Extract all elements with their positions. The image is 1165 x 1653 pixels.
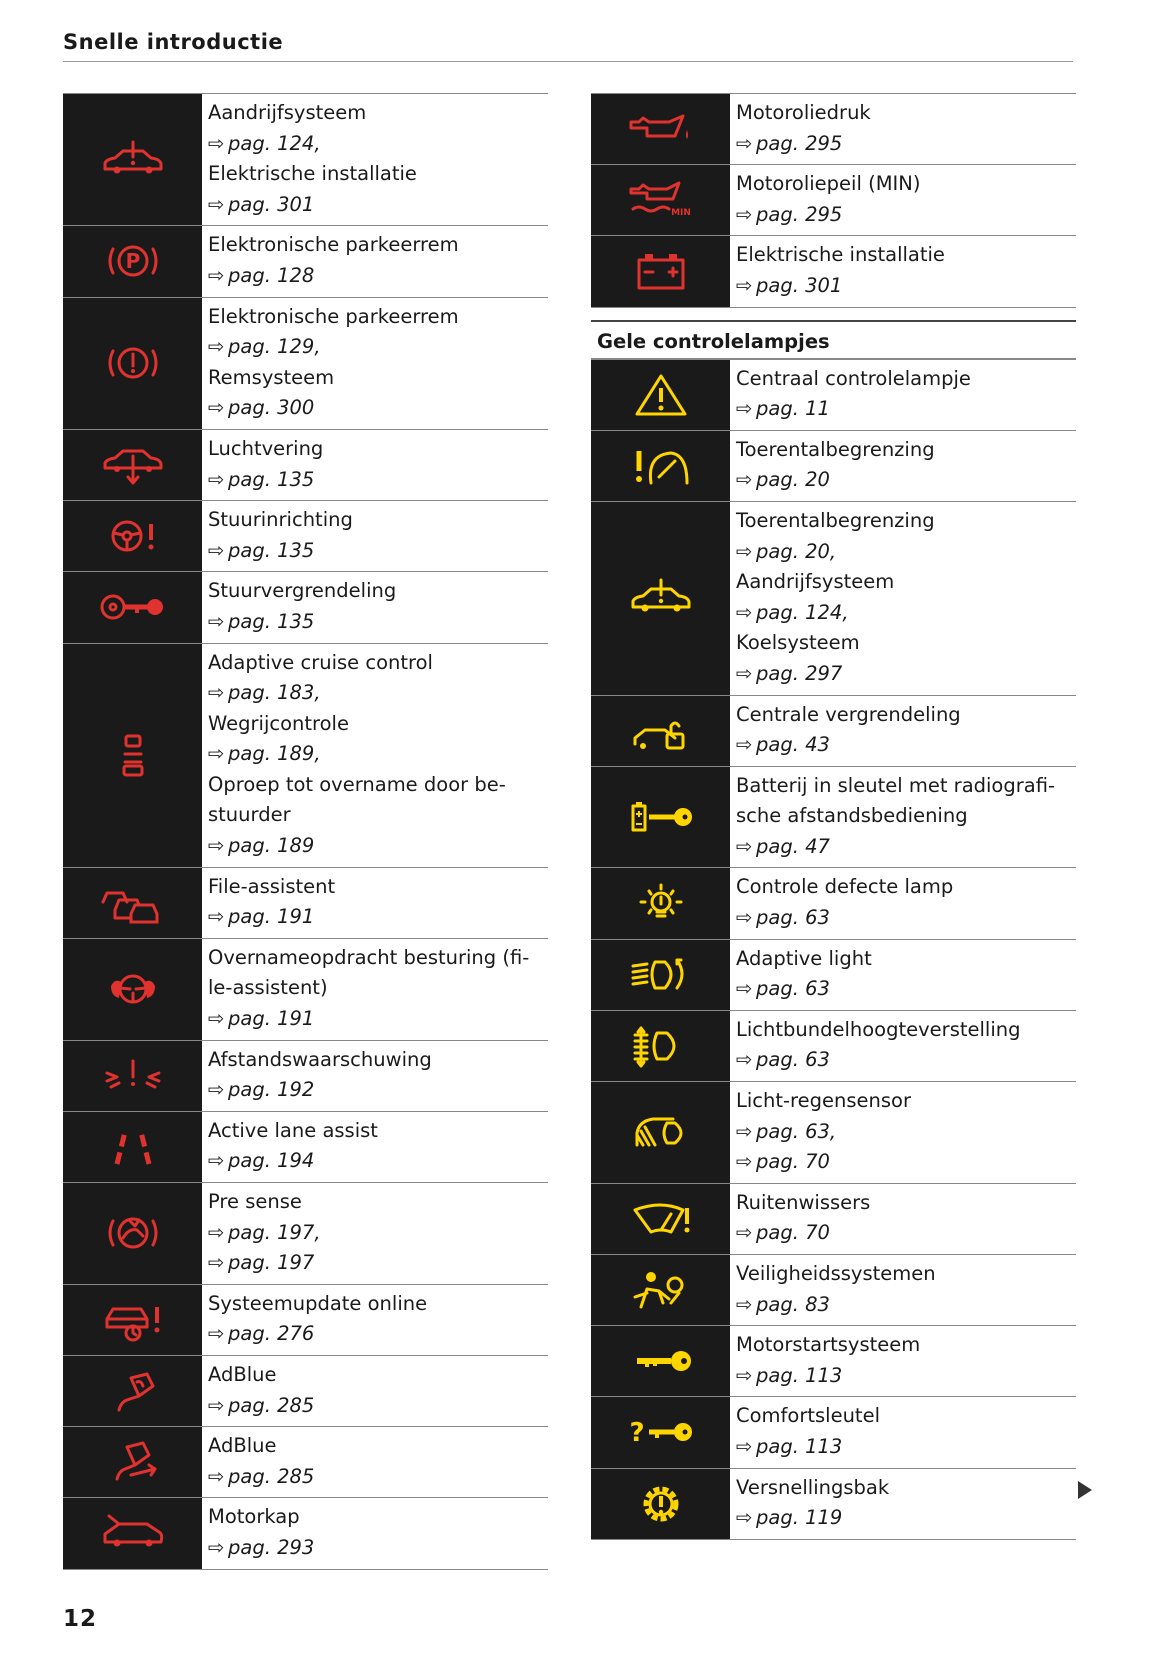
lamp-row: [63, 1041, 548, 1112]
reference-arrow-icon: ⇨: [208, 467, 225, 491]
lamp-row: [63, 1498, 548, 1569]
page-reference[interactable]: pag. 47: [756, 834, 830, 858]
lamp-label: Pre sense: [208, 1190, 302, 1213]
page-reference[interactable]: pag. 70: [756, 1150, 830, 1174]
key-icon: [591, 1326, 730, 1396]
battery-icon: [591, 236, 730, 306]
lamp-row: [63, 226, 548, 297]
warning-triangle-icon: [591, 360, 730, 430]
page-reference[interactable]: pag. 20,: [756, 539, 837, 563]
page-reference[interactable]: pag. 300: [228, 396, 315, 420]
lamp-row: [591, 93, 1076, 165]
reference-arrow-icon: ⇨: [208, 681, 225, 705]
page-reference[interactable]: pag. 11: [756, 397, 830, 421]
page-reference[interactable]: pag. 301: [756, 273, 843, 297]
pre-sense-icon: [63, 1183, 202, 1284]
page-reference[interactable]: pag. 124,: [756, 600, 849, 624]
lamp-row: [63, 93, 548, 226]
lamp-row: [591, 431, 1076, 502]
lamp-row: [591, 1326, 1076, 1397]
car-warning-icon: [63, 94, 202, 225]
lamp-row: [63, 939, 548, 1041]
lamp-label: Active lane assist: [208, 1118, 378, 1142]
lamp-row: [591, 1397, 1076, 1468]
lamp-description: [202, 1285, 548, 1355]
oil-level-min-icon: [591, 165, 730, 235]
page-reference[interactable]: pag. 135: [228, 467, 315, 491]
lamp-description: [730, 236, 1076, 306]
lamp-label: Centrale vergrendeling: [736, 702, 961, 726]
page-reference-link[interactable]: [208, 831, 542, 862]
lamp-row: [63, 501, 548, 572]
lamp-description: [730, 165, 1076, 235]
lamp-label: AdBlue: [208, 1434, 277, 1458]
lamp-row: [591, 767, 1076, 869]
lamp-label: Elektrische installatie: [208, 162, 417, 186]
lamp-description: [730, 1255, 1076, 1325]
reference-arrow-icon: ⇨: [736, 733, 753, 757]
lamp-description: [202, 939, 548, 1040]
adaptive-light-icon: [591, 940, 730, 1010]
brake-exclamation-icon: [63, 298, 202, 429]
reference-arrow-icon: ⇨: [208, 834, 225, 858]
page-reference[interactable]: pag. 197,: [228, 1220, 321, 1244]
lamp-row: [591, 940, 1076, 1011]
central-locking-icon: [591, 696, 730, 766]
yellow-lamps-table: [591, 359, 1076, 1540]
page-reference[interactable]: pag. 285: [228, 1393, 315, 1417]
lamp-row: [591, 1082, 1076, 1184]
reference-arrow-icon: ⇨: [208, 396, 225, 420]
bonnet-icon: [63, 1498, 202, 1568]
page-reference-link[interactable]: [736, 730, 1070, 761]
page-reference-link[interactable]: [208, 607, 542, 638]
lamp-label: Motoroliepeil (MIN): [736, 172, 921, 196]
lamp-description: [730, 1082, 1076, 1183]
page-reference[interactable]: pag. 285: [228, 1464, 315, 1488]
page-reference-link[interactable]: [208, 902, 542, 933]
yellow-lamps-heading: Gele controlelampjes: [591, 322, 1076, 359]
lamp-row: [591, 1255, 1076, 1326]
air-suspension-icon: [63, 430, 202, 500]
reference-arrow-icon: ⇨: [208, 1393, 225, 1417]
reference-arrow-icon: ⇨: [208, 1464, 225, 1488]
page-reference-link[interactable]: [208, 536, 542, 567]
lamp-description: [202, 1427, 548, 1497]
lamp-label: Motorkap: [208, 1505, 300, 1529]
page-reference-link[interactable]: [736, 394, 1070, 425]
lamp-description: [730, 1397, 1076, 1467]
lamp-label: Luchtvering: [208, 436, 324, 460]
left-column: [63, 93, 548, 1570]
lamp-row: [63, 868, 548, 939]
lamp-description: [730, 1011, 1076, 1081]
lamp-label: Aandrijfsysteem: [208, 101, 367, 124]
lamp-row: [63, 644, 548, 868]
lamp-label: Wegrijcontrole: [208, 711, 349, 735]
reference-arrow-icon: ⇨: [208, 1535, 225, 1559]
page-reference[interactable]: pag. 129,: [228, 335, 321, 359]
reference-arrow-icon: ⇨: [736, 1048, 753, 1072]
reference-arrow-icon: ⇨: [208, 1007, 225, 1031]
lamp-label: Elektronische parkeerrem: [208, 233, 459, 257]
reference-arrow-icon: ⇨: [208, 905, 225, 929]
page-reference-link[interactable]: [736, 832, 1070, 863]
reference-arrow-icon: ⇨: [736, 906, 753, 930]
reference-arrow-icon: ⇨: [208, 192, 225, 216]
light-rain-sensor-icon: [591, 1082, 730, 1183]
lamp-description: [730, 767, 1076, 868]
page-reference-link[interactable]: [208, 739, 542, 770]
reference-arrow-icon: ⇨: [208, 609, 225, 633]
lamp-label: Motoroliedruk: [736, 101, 871, 124]
next-page-arrow-icon[interactable]: [1078, 1481, 1092, 1499]
lamp-row: [591, 1469, 1076, 1540]
steering-warning-icon: [63, 501, 202, 571]
reference-arrow-icon: ⇨: [208, 742, 225, 766]
page-reference[interactable]: pag. 83: [756, 1292, 830, 1316]
lane-assist-icon: [63, 1112, 202, 1182]
lamp-label: Centraal controlelampje: [736, 366, 971, 390]
traffic-jam-assist-icon: [63, 868, 202, 938]
oil-pressure-icon: [591, 94, 730, 164]
page-reference-link[interactable]: [736, 1218, 1070, 1249]
lamp-label: Aandrijfsysteem: [736, 570, 895, 594]
parking-brake-p-icon: [63, 226, 202, 296]
lamp-label: Toerentalbegrenzing: [736, 437, 935, 461]
red-lamps-continued: [591, 93, 1076, 308]
reference-arrow-icon: ⇨: [736, 1434, 753, 1458]
lamp-description: [202, 1356, 548, 1426]
page-reference-link[interactable]: [208, 465, 542, 496]
reference-arrow-icon: ⇨: [208, 1149, 225, 1173]
page-reference[interactable]: pag. 191: [228, 1007, 315, 1031]
lamp-description: [202, 226, 548, 296]
reference-arrow-icon: ⇨: [208, 1078, 225, 1102]
reference-arrow-icon: ⇨: [736, 273, 753, 297]
lamp-row: [63, 1356, 548, 1427]
page-reference-link[interactable]: [208, 1004, 542, 1035]
lamp-label: Lichtbundelhoogteverstelling: [736, 1017, 1021, 1041]
page-reference[interactable]: pag. 297: [756, 661, 843, 685]
lamp-row: [591, 502, 1076, 696]
steering-lock-icon: [63, 572, 202, 642]
lamp-description: [730, 1469, 1076, 1539]
car-warning-icon: [591, 502, 730, 695]
lamp-label: File-assistent: [208, 874, 336, 898]
lamp-description: [202, 430, 548, 500]
page-reference-link[interactable]: [736, 271, 1070, 302]
lamp-description: [730, 502, 1076, 695]
wiper-icon: [591, 1184, 730, 1254]
reference-arrow-icon: ⇨: [208, 131, 225, 155]
lamp-label: AdBlue: [208, 1362, 277, 1386]
lamp-description: [730, 360, 1076, 430]
lamp-label: Systeemupdate online: [208, 1291, 428, 1315]
lamp-label: sche afstandsbediening: [736, 804, 968, 828]
lamp-label: Koelsysteem: [736, 631, 860, 655]
reference-arrow-icon: ⇨: [736, 202, 753, 226]
lamp-row: [591, 1184, 1076, 1255]
lamp-label: Elektronische parkeerrem: [208, 304, 459, 328]
page-reference-link[interactable]: [736, 1117, 1070, 1148]
page-reference-link[interactable]: [736, 1045, 1070, 1076]
lamp-description: [202, 572, 548, 642]
page-reference[interactable]: pag. 197: [228, 1251, 315, 1275]
lamp-row: [63, 430, 548, 501]
adblue-icon: [63, 1356, 202, 1426]
lamp-label: Adaptive cruise control: [208, 650, 433, 674]
page-reference-link[interactable]: [736, 598, 1070, 629]
lamp-row: [63, 1285, 548, 1356]
svg-text:?: ?: [628, 1418, 645, 1449]
page-reference[interactable]: pag. 70: [756, 1221, 830, 1245]
page-reference-link[interactable]: [208, 393, 542, 424]
reference-arrow-icon: ⇨: [208, 1322, 225, 1346]
page-reference-link[interactable]: [208, 1075, 542, 1106]
lamp-row: [63, 1112, 548, 1183]
page-reference[interactable]: pag. 63: [756, 906, 830, 930]
page-reference-link[interactable]: [736, 1432, 1070, 1463]
page-reference-link[interactable]: [208, 678, 542, 709]
lamp-description: [202, 1112, 548, 1182]
lamp-description: [730, 940, 1076, 1010]
page-reference-link[interactable]: [208, 1319, 542, 1350]
lamp-description: [202, 94, 548, 225]
lamp-label: Toerentalbegrenzing: [736, 508, 935, 532]
lamp-label: Remsysteem: [208, 365, 335, 389]
lamp-description: [202, 298, 548, 429]
lamp-label: le-assistent): [208, 976, 328, 1000]
header-divider: [63, 61, 1073, 62]
reference-arrow-icon: ⇨: [736, 1292, 753, 1316]
page-reference-link[interactable]: [736, 903, 1070, 934]
page-reference[interactable]: pag. 192: [228, 1078, 315, 1102]
page-reference-link[interactable]: [736, 1290, 1070, 1321]
key-question-icon: [591, 1397, 730, 1467]
right-column: [591, 93, 1076, 1540]
reference-arrow-icon: ⇨: [208, 263, 225, 287]
page-reference-link[interactable]: [208, 1391, 542, 1422]
lamp-row: [591, 1011, 1076, 1082]
page-reference[interactable]: pag. 63: [756, 1048, 830, 1072]
lamp-row: [591, 359, 1076, 431]
lamp-label: Licht-regensensor: [736, 1089, 911, 1113]
key-battery-icon: [591, 767, 730, 868]
page-reference[interactable]: pag. 113: [756, 1434, 843, 1458]
takeover-steering-icon: [63, 939, 202, 1040]
lamp-description: [202, 1498, 548, 1568]
page-reference-link[interactable]: [736, 1147, 1070, 1178]
lamp-description: [202, 644, 548, 867]
lamp-row: [591, 165, 1076, 236]
lamp-label: Stuurinrichting: [208, 508, 353, 532]
page-reference[interactable]: pag. 191: [228, 905, 315, 929]
page-reference-link[interactable]: [736, 537, 1070, 568]
reference-arrow-icon: ⇨: [736, 1119, 753, 1143]
reference-arrow-icon: ⇨: [736, 1150, 753, 1174]
svg-text:MIN: MIN: [670, 208, 691, 219]
page-reference-link[interactable]: [208, 1248, 542, 1279]
lamp-row: [63, 1427, 548, 1498]
reference-arrow-icon: ⇨: [736, 397, 753, 421]
lamp-label: Elektrische installatie: [736, 243, 945, 267]
page-reference-link[interactable]: [736, 1503, 1070, 1534]
reference-arrow-icon: ⇨: [736, 834, 753, 858]
page-reference[interactable]: pag. 276: [228, 1322, 315, 1346]
lamp-row: [591, 696, 1076, 767]
page-number: 12: [63, 1606, 98, 1632]
page-reference-link[interactable]: [208, 261, 542, 292]
adaptive-cruise-icon: [63, 644, 202, 867]
reference-arrow-icon: ⇨: [208, 538, 225, 562]
page-reference[interactable]: pag. 135: [228, 538, 315, 562]
page-reference-link[interactable]: [736, 1361, 1070, 1392]
lamp-label: Oproep tot overname door be-: [208, 772, 506, 796]
page-reference[interactable]: pag. 119: [756, 1506, 843, 1530]
lamp-row: [63, 298, 548, 430]
page-reference[interactable]: pag. 128: [228, 263, 315, 287]
page-reference[interactable]: pag. 20: [756, 468, 830, 492]
page-reference[interactable]: pag. 295: [756, 131, 843, 155]
lamp-label: Stuurvergrendeling: [208, 579, 397, 603]
lamp-description: [730, 1326, 1076, 1396]
page-reference-link[interactable]: [208, 129, 542, 160]
page-reference[interactable]: pag. 295: [756, 202, 843, 226]
system-update-icon: [63, 1285, 202, 1355]
reference-arrow-icon: ⇨: [736, 977, 753, 1001]
page-reference-link[interactable]: [208, 1533, 542, 1564]
reference-arrow-icon: ⇨: [736, 1363, 753, 1387]
reference-arrow-icon: ⇨: [736, 468, 753, 492]
lamp-label: Veiligheidssystemen: [736, 1262, 936, 1285]
page-reference-link[interactable]: [208, 190, 542, 221]
rev-limit-icon: [591, 431, 730, 501]
page-reference-link[interactable]: [736, 200, 1070, 231]
page-reference[interactable]: pag. 113: [756, 1363, 843, 1387]
reference-arrow-icon: ⇨: [736, 661, 753, 685]
airbag-icon: [591, 1255, 730, 1325]
page-reference[interactable]: pag. 183,: [228, 681, 321, 705]
lamp-label: Adaptive light: [736, 946, 872, 970]
lamp-label: stuurder: [208, 803, 291, 827]
lamp-label: Comfortsleutel: [736, 1404, 880, 1428]
gearbox-icon: [591, 1469, 730, 1539]
page-reference[interactable]: pag. 43: [756, 733, 830, 757]
page-reference[interactable]: pag. 189: [228, 834, 315, 858]
reference-arrow-icon: ⇨: [736, 539, 753, 563]
page-reference-link[interactable]: [208, 1146, 542, 1177]
lamp-label: Afstandswaarschuwing: [208, 1047, 432, 1071]
lamp-row: [63, 1183, 548, 1285]
lamp-label: Overnameopdracht besturing (fi-: [208, 945, 530, 969]
lamp-row: [63, 572, 548, 643]
page-header-title: Snelle introductie: [63, 30, 284, 54]
lamp-description: [202, 1183, 548, 1284]
lamp-label: Batterij in sleutel met radiografi-: [736, 773, 1056, 797]
page-reference[interactable]: pag. 194: [228, 1149, 315, 1173]
page-reference[interactable]: pag. 293: [228, 1535, 315, 1559]
page-reference[interactable]: pag. 124,: [228, 131, 321, 155]
reference-arrow-icon: ⇨: [736, 600, 753, 624]
lamp-description: [730, 1184, 1076, 1254]
lamp-description: [202, 868, 548, 938]
page-reference-link[interactable]: [208, 1218, 542, 1249]
page-reference-link[interactable]: [736, 129, 1070, 160]
page-reference-link[interactable]: [208, 332, 542, 363]
reference-arrow-icon: ⇨: [208, 335, 225, 359]
headlight-range-icon: [591, 1011, 730, 1081]
lamp-label: Motorstartsysteem: [736, 1333, 921, 1357]
lamp-description: [202, 501, 548, 571]
bulb-defect-icon: [591, 868, 730, 938]
reference-arrow-icon: ⇨: [208, 1251, 225, 1275]
lamp-label: Versnellingsbak: [736, 1475, 890, 1499]
lamp-description: [730, 696, 1076, 766]
svg-text:P: P: [125, 249, 140, 274]
lamp-label: Controle defecte lamp: [736, 875, 954, 899]
page-reference[interactable]: pag. 63,: [756, 1119, 837, 1143]
reference-arrow-icon: ⇨: [208, 1220, 225, 1244]
page-reference[interactable]: pag. 301: [228, 192, 315, 216]
adblue-system-icon: [63, 1427, 202, 1497]
distance-warning-icon: [63, 1041, 202, 1111]
lamp-description: [202, 1041, 548, 1111]
page-reference-link[interactable]: [736, 659, 1070, 690]
lamp-description: [730, 431, 1076, 501]
reference-arrow-icon: ⇨: [736, 131, 753, 155]
page-reference-link[interactable]: [208, 1462, 542, 1493]
lamp-row: [591, 868, 1076, 939]
lamp-label: Ruitenwissers: [736, 1190, 871, 1214]
lamp-description: [730, 868, 1076, 938]
reference-arrow-icon: ⇨: [736, 1506, 753, 1530]
page-reference[interactable]: pag. 63: [756, 977, 830, 1001]
page-reference-link[interactable]: [736, 465, 1070, 496]
lamp-description: [730, 94, 1076, 164]
reference-arrow-icon: ⇨: [736, 1221, 753, 1245]
page-reference[interactable]: pag. 135: [228, 609, 315, 633]
lamp-row: [591, 236, 1076, 307]
page-reference-link[interactable]: [736, 974, 1070, 1005]
page-reference[interactable]: pag. 189,: [228, 742, 321, 766]
